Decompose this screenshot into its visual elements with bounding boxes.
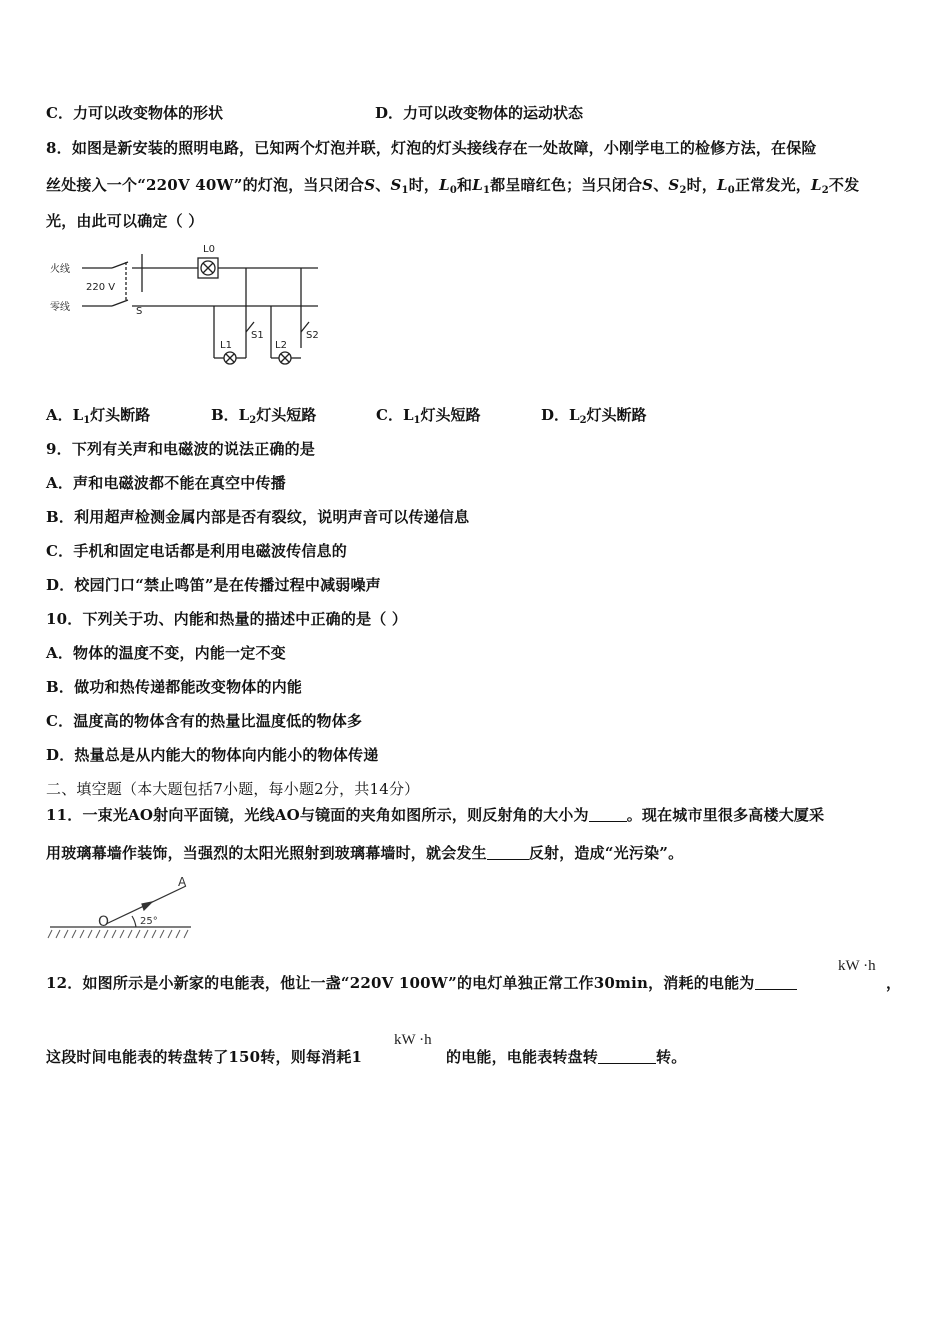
q11-mirror-figure <box>46 872 196 942</box>
diagram-voltage-label: 220 V <box>86 282 116 293</box>
q10-option-a: A．物体的温度不变，内能一定不变 <box>46 644 286 662</box>
diagram-live-label: 火线 <box>50 264 70 275</box>
q12-unit-kwh-2: kW ·h <box>394 1032 432 1048</box>
fig-label-a: A <box>178 875 187 889</box>
q9-option-c: C．手机和固定电话都是利用电磁波传信息的 <box>46 542 347 560</box>
q8-option-b: B．$L_2$灯头短路 <box>211 406 317 426</box>
q12-line1: 12．如图所示是小新家的电能表，他让一盏“220V 100W”的电灯单独正常工作30min，消耗的电能为 <box>46 972 797 993</box>
q10-stem: 10．下列关于功、内能和热量的描述中正确的是（ ） <box>46 610 408 628</box>
q8-option-d: D．$L_2$灯头断路 <box>541 406 647 426</box>
q8-stem-line3: 光，由此可以确定（ ） <box>46 212 204 230</box>
fig-angle-label: 25° <box>140 916 158 927</box>
diagram-s1-label: S1 <box>251 330 264 341</box>
q12-line2-b: 的电能，电能表转盘转 转。 <box>446 1048 687 1066</box>
q9-stem: 9．下列有关声和电磁波的说法正确的是 <box>46 440 316 458</box>
q7-option-d: D．力可以改变物体的运动状态 <box>375 104 584 122</box>
q8-option-a: A．$L_1$灯头断路 <box>46 406 151 426</box>
q12-blank-2[interactable] <box>598 1049 656 1064</box>
q12-unit-kwh-1: kW ·h <box>838 958 876 974</box>
diagram-neutral-label: 零线 <box>50 302 70 313</box>
q10-option-c: C．温度高的物体含有的热量比温度低的物体多 <box>46 712 363 730</box>
q12-blank-1[interactable] <box>755 975 797 990</box>
q11-blank-2[interactable] <box>487 845 529 860</box>
diagram-s2-label: S2 <box>306 330 319 341</box>
fig-label-o: O <box>98 914 110 930</box>
q8-stem-line2: 丝处接入一个“220V 40W”的灯泡，当只闭合S、$S_1$时，$L_0$和$L_1$都呈暗红色；当只闭合S、$S_2$时，$L_0$正常发光，$L_2$不发 <box>46 176 860 196</box>
q11-line1: 11．一束光AO射向平面镜，光线AO与镜面的夹角如图所示，则反射角的大小为 。现在城市里很多高楼大厦采 <box>46 806 825 824</box>
diagram-l2-label: L2 <box>275 340 287 351</box>
q8-option-c: C．$L_1$灯头短路 <box>376 406 481 426</box>
diagram-l0-label: L0 <box>203 244 215 255</box>
q11-blank-1[interactable] <box>589 807 627 822</box>
q9-option-d: D．校园门口“禁止鸣笛”是在传播过程中减弱噪声 <box>46 576 381 594</box>
q12-comma: ， <box>886 974 902 992</box>
q11-line2: 用玻璃幕墙作装饰，当强烈的太阳光照射到玻璃幕墙时，就会发生 反射，造成“光污染”。 <box>46 844 684 862</box>
diagram-l1-label: L1 <box>220 340 232 351</box>
q10-option-d: D．热量总是从内能大的物体向内能小的物体传递 <box>46 746 379 764</box>
q8-stem-line1: 8．如图是新安装的照明电路，已知两个灯泡并联，灯泡的灯头接线存在一处故障，小刚学电工的检修方法，在保险 <box>46 139 817 157</box>
q10-option-b: B．做功和热传递都能改变物体的内能 <box>46 678 303 696</box>
q9-option-a: A．声和电磁波都不能在真空中传播 <box>46 474 286 492</box>
q12-line2-a: 这段时间电能表的转盘转了150转，则每消耗1 <box>46 1048 363 1066</box>
q9-option-b: B．利用超声检测金属内部是否有裂纹，说明声音可以传递信息 <box>46 508 470 526</box>
section-heading-fill-in: 二、填空题（本大题包括7小题，每小题2分，共14分） <box>46 780 420 798</box>
q8-circuit-diagram <box>46 240 336 375</box>
q7-option-c: C．力可以改变物体的形状 <box>46 104 223 122</box>
diagram-switch-label: S <box>136 306 143 317</box>
